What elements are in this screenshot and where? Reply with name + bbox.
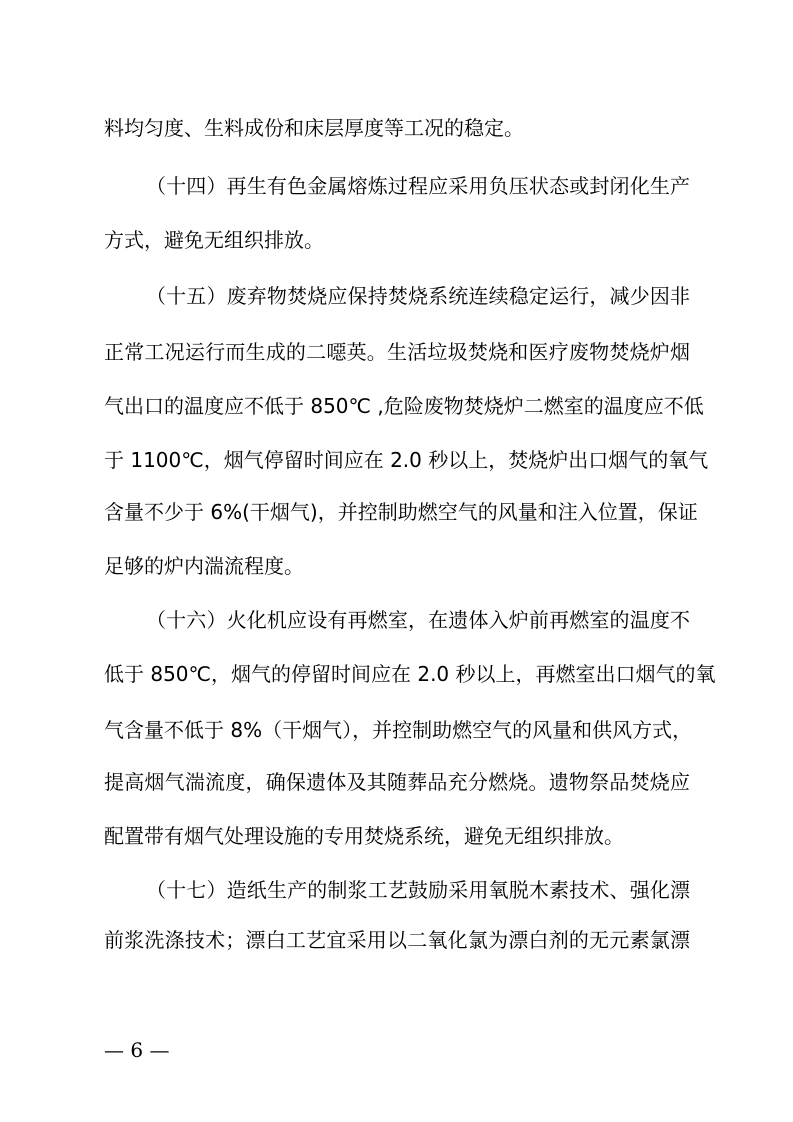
paragraph-line: 前浆洗涤技术；漂白工艺宜采用以二氧化氯为漂白剂的无元素氯漂	[104, 928, 690, 952]
paragraph-line: 配置带有烟气处理设施的专用焚烧系统，避免无组织排放。	[104, 824, 624, 848]
paragraph-line: （十六）火化机应设有再燃室，在遗体入炉前再燃室的温度不	[146, 608, 690, 632]
paragraph-line: 方式，避免无组织排放。	[104, 228, 324, 252]
paragraph-line: 提高烟气湍流度，确保遗体及其随葬品充分燃烧。遗物祭品焚烧应	[104, 770, 690, 794]
paragraph-line: 气出口的温度应不低于 850℃ ,危险废物焚烧炉二燃室的温度应不低	[104, 394, 704, 418]
page-number: — 6 —	[104, 1038, 170, 1062]
paragraph-line: （十四）再生有色金属熔炼过程应采用负压状态或封闭化生产	[146, 174, 690, 198]
paragraph-line: 足够的炉内湍流程度。	[104, 554, 304, 578]
paragraph-line: 低于 850℃，烟气的停留时间应在 2.0 秒以上，再燃室出口烟气的氧	[104, 662, 716, 686]
paragraph-line: 气含量不低于 8%（干烟气），并控制助燃空气的风量和供风方式，	[104, 718, 693, 742]
paragraph-line: 正常工况运行而生成的二噁英。生活垃圾焚烧和医疗废物焚烧炉烟	[104, 340, 690, 364]
paragraph-line: 含量不少于 6%(干烟气)，并控制助燃空气的风量和注入位置，保证	[104, 500, 698, 524]
paragraph-line: （十五）废弃物焚烧应保持焚烧系统连续稳定运行，减少因非	[146, 284, 690, 308]
paragraph-line: 料均匀度、生料成份和床层厚度等工况的稳定。	[104, 116, 524, 140]
paragraph-line: 于 1100℃，烟气停留时间应在 2.0 秒以上，焚烧炉出口烟气的氧气	[104, 448, 709, 472]
paragraph-line: （十七）造纸生产的制浆工艺鼓励采用氧脱木素技术、强化漂	[146, 878, 690, 902]
